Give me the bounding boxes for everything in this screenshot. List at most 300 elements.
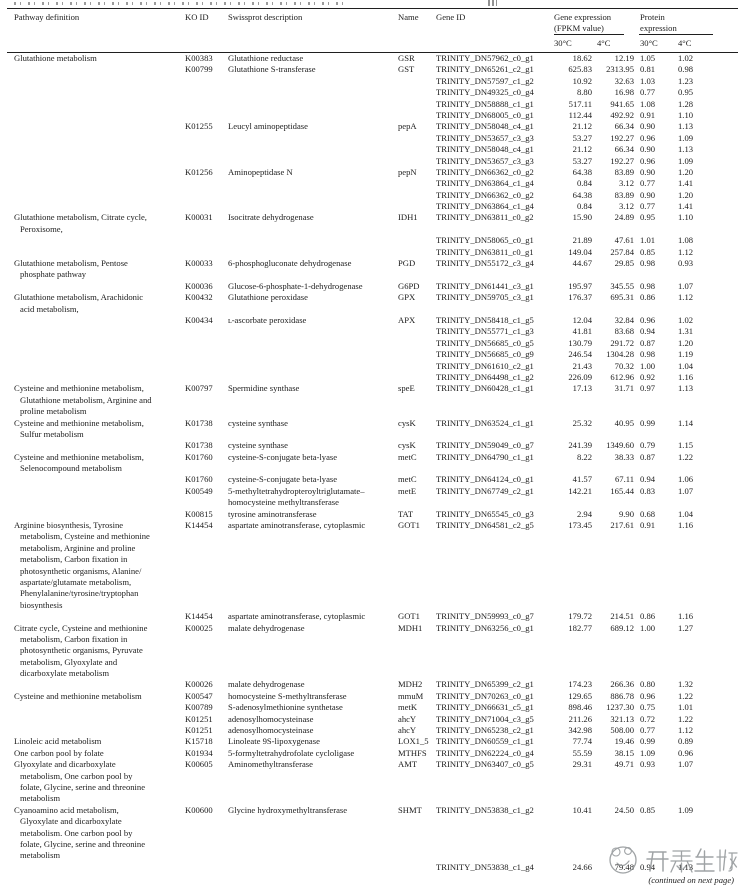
table-row [7, 315, 738, 326]
table-row [7, 361, 738, 372]
cell-gene-id: TRINITY_DN60428_c1_g1 [436, 383, 534, 394]
cell-gene-expr-30c: 53.27 [572, 132, 592, 143]
cell-gene-id: TRINITY_DN59705_c3_g1 [436, 292, 534, 303]
cell-name: metC [398, 451, 417, 462]
cell-ko-id [185, 349, 228, 360]
table-row [7, 429, 738, 440]
cell-gene-id: TRINITY_DN53657_c3_g3 [436, 155, 534, 166]
cell-name: LOX1_5 [398, 736, 429, 747]
cell-protein-expr-30c: 0.87 [640, 451, 656, 462]
cell-protein-expr-30c [634, 577, 673, 588]
cell-protein-expr-30c [634, 406, 673, 417]
cell-protein-expr-4c: 1.12 [678, 725, 694, 736]
cell-gene-expr-30c: 24.66 [572, 861, 592, 872]
cell-protein-expr-4c: 1.08 [678, 235, 694, 246]
cell-ko-id [185, 862, 228, 873]
cell-ko-id [185, 224, 228, 235]
cell-swissprot-description [228, 247, 398, 258]
cell-gene-expr-4c: 321.13 [610, 713, 634, 724]
cell-gene-expr-30c [554, 566, 592, 577]
table-row [7, 247, 738, 258]
cell-protein-expr-30c [634, 793, 673, 804]
cell-protein-expr-30c: 0.96 [640, 690, 656, 701]
cell-protein-expr-30c [634, 668, 673, 679]
cell-protein-expr-30c: 0.86 [640, 611, 656, 622]
cell-gene-expr-4c: 257.84 [610, 246, 634, 257]
cell-protein-expr-30c: 1.09 [640, 747, 656, 758]
cell-ko-id [185, 269, 228, 280]
cell-swissprot-description [228, 531, 398, 542]
cell-gene-expr-30c: 64.38 [572, 166, 592, 177]
cell-gene-expr-4c: 38.15 [614, 747, 634, 758]
gene-expression-label-line1: Gene expression [554, 12, 612, 22]
cell-ko-id: K00026 [185, 679, 213, 690]
cell-gene-expr-30c: 21.12 [572, 144, 592, 155]
cell-ko-id [185, 771, 228, 782]
cell-protein-expr-4c [673, 429, 738, 440]
cell-protein-expr-4c [673, 224, 738, 235]
cell-gene-expr-4c [592, 531, 634, 542]
cell-name: ahcY [398, 713, 417, 724]
cell-protein-expr-30c: 0.98 [640, 349, 656, 360]
cell-ko-id [185, 600, 228, 611]
cell-pathway-definition: proline metabolism [20, 406, 87, 417]
cell-protein-expr-4c [673, 554, 738, 565]
cell-gene-expr-30c: 8.22 [576, 451, 592, 462]
cell-gene-expr-30c: 0.84 [576, 178, 592, 189]
cell-pathway-definition: photosynthetic organisms, Pyruvate [20, 645, 143, 656]
cell-pathway-definition: metabolism. One carbon pool by [20, 827, 133, 838]
cell-gene-id: TRINITY_DN61610_c2_g1 [436, 360, 534, 371]
table-row [7, 383, 738, 394]
cell-protein-expr-30c: 0.77 [640, 725, 656, 736]
cell-pathway-definition [7, 121, 185, 132]
cell-pathway-definition: Cysteine and methionine metabolism, [14, 417, 144, 428]
cell-gene-id: TRINITY_DN55172_c3_g4 [436, 258, 534, 269]
protein-expression-label-line2: expression [640, 23, 677, 33]
cell-gene-expr-4c [592, 429, 634, 440]
cell-gene-expr-30c: 41.57 [572, 474, 592, 485]
cell-protein-expr-4c: 1.22 [678, 451, 694, 462]
column-header-name: Name [398, 12, 419, 22]
table-row [7, 406, 738, 417]
table-row [7, 235, 738, 246]
cell-gene-expr-30c: 21.12 [572, 121, 592, 132]
cell-pathway-definition: Sulfur metabolism [20, 428, 84, 439]
cell-protein-expr-4c: 1.16 [678, 520, 694, 531]
table-row [7, 395, 738, 406]
cell-swissprot-description [228, 657, 398, 668]
cell-swissprot-description [228, 224, 398, 235]
cell-swissprot-description [228, 76, 398, 87]
cell-protein-expr-30c: 0.85 [640, 246, 656, 257]
cell-gene-id: TRINITY_DN65238_c2_g1 [436, 725, 534, 736]
cell-protein-expr-30c: 0.98 [640, 258, 656, 269]
cell-protein-expr-4c: 1.12 [678, 292, 694, 303]
cell-gene-expr-30c: 149.04 [568, 246, 592, 257]
cell-pathway-definition [7, 862, 185, 873]
cell-gene-expr-30c: 195.97 [568, 280, 592, 291]
cell-name [398, 235, 436, 246]
cell-swissprot-description: adenosylhomocysteinase [228, 725, 314, 736]
cell-protein-expr-30c: 0.92 [640, 371, 656, 382]
cell-protein-expr-30c: 1.01 [640, 235, 656, 246]
cell-ko-id [185, 87, 228, 98]
cell-protein-expr-30c: 0.80 [640, 679, 656, 690]
cell-protein-expr-30c: 0.94 [640, 474, 656, 485]
cell-gene-expr-4c: 19.46 [614, 736, 634, 747]
cell-name: metC [398, 474, 417, 485]
cell-swissprot-description: cysteine-S-conjugate beta-lyase [228, 451, 338, 462]
cell-ko-id: K01934 [185, 747, 213, 758]
cell-pathway-definition: metabolism, Carbon fixation in [20, 554, 128, 565]
cell-ko-id: K01256 [185, 166, 213, 177]
cell-gene-id: TRINITY_DN53657_c3_g3 [436, 132, 534, 143]
cell-swissprot-description [228, 361, 398, 372]
cell-gene-id: TRINITY_DN56685_c0_g5 [436, 337, 534, 348]
cell-ko-id [185, 361, 228, 372]
cell-ko-id [185, 828, 228, 839]
cell-gene-id [436, 554, 554, 565]
cell-gene-expr-30c [554, 850, 592, 861]
cell-name: APX [398, 314, 416, 325]
cell-swissprot-description: Aminopeptidase N [228, 166, 293, 177]
table-row [7, 53, 738, 64]
cell-gene-expr-4c: 689.12 [610, 622, 634, 633]
cell-gene-expr-4c: 24.89 [614, 212, 634, 223]
cell-name: metE [398, 485, 417, 496]
cell-ko-id: K01251 [185, 713, 213, 724]
cell-ko-id [185, 235, 228, 246]
cell-protein-expr-4c [673, 566, 738, 577]
cell-protein-expr-4c: 1.12 [678, 246, 694, 257]
cell-gene-expr-30c [554, 588, 592, 599]
cell-ko-id [185, 133, 228, 144]
cell-pathway-definition [7, 349, 185, 360]
clipped-caption-fragments [14, 2, 344, 5]
cell-name [398, 372, 436, 383]
cell-name: cysK [398, 440, 416, 451]
cell-protein-expr-30c: 0.77 [640, 87, 656, 98]
cell-gene-expr-30c [554, 782, 592, 793]
cell-ko-id [185, 543, 228, 554]
cell-gene-id [436, 566, 554, 577]
cell-pathway-definition [7, 64, 185, 75]
cell-name: metK [398, 702, 418, 713]
cell-gene-id: TRINITY_DN59993_c0_g7 [436, 611, 534, 622]
table-row [7, 452, 738, 463]
table-row [7, 566, 738, 577]
cell-protein-expr-30c: 0.91 [640, 109, 656, 120]
cell-pathway-definition: Glyoxylate and dicarboxylate [14, 759, 116, 770]
cell-swissprot-description [228, 828, 398, 839]
cell-name [398, 326, 436, 337]
cell-protein-expr-4c [673, 497, 738, 508]
cell-swissprot-description [228, 326, 398, 337]
cell-ko-id [185, 668, 228, 679]
cell-ko-id: K00815 [185, 508, 213, 519]
cell-protein-expr-4c [673, 269, 738, 280]
cell-gene-id [436, 668, 554, 679]
cell-gene-expr-4c: 266.36 [610, 679, 634, 690]
cell-gene-expr-30c: 12.04 [572, 314, 592, 325]
cell-gene-expr-30c [554, 793, 592, 804]
cell-ko-id [185, 645, 228, 656]
continued-note: (continued on next page) [648, 875, 734, 885]
cell-pathway-definition: Glutathione metabolism, Arginine and [20, 394, 152, 405]
cell-gene-expr-4c [592, 554, 634, 565]
table-row [7, 668, 738, 679]
cell-protein-expr-4c [673, 406, 738, 417]
cell-name [398, 156, 436, 167]
cell-gene-id: TRINITY_DN63864_c1_g4 [436, 178, 534, 189]
cell-swissprot-description [228, 304, 398, 315]
table-row [7, 178, 738, 189]
cell-pathway-definition [7, 326, 185, 337]
cell-protein-expr-4c: 1.32 [678, 679, 694, 690]
cell-gene-expr-4c: 31.71 [614, 383, 634, 394]
cell-pathway-definition: metabolism, Arginine and proline [20, 542, 136, 553]
table-row [7, 611, 738, 622]
cell-gene-id: TRINITY_DN61441_c3_g1 [436, 280, 534, 291]
cell-gene-expr-30c [554, 657, 592, 668]
cell-swissprot-description: Isocitrate dehydrogenase [228, 212, 314, 223]
cell-protein-expr-4c: 1.20 [678, 166, 694, 177]
cell-protein-expr-4c: 1.14 [678, 417, 694, 428]
cell-protein-expr-30c: 0.90 [640, 189, 656, 200]
cell-gene-expr-30c [554, 668, 592, 679]
cell-protein-expr-4c: 1.41 [678, 201, 694, 212]
table-row [7, 554, 738, 565]
cell-gene-id: TRINITY_DN71004_c3_g5 [436, 713, 534, 724]
table-row [7, 759, 738, 770]
cell-protein-expr-4c [673, 600, 738, 611]
cell-gene-id [436, 782, 554, 793]
cell-swissprot-description: Glucose-6-phosphate-1-dehydrogenase [228, 280, 363, 291]
cell-name [398, 247, 436, 258]
cell-gene-expr-4c [592, 782, 634, 793]
cell-protein-expr-30c: 0.97 [640, 383, 656, 394]
table-row [7, 679, 738, 690]
cell-protein-expr-4c [673, 645, 738, 656]
cell-protein-expr-4c: 1.20 [678, 337, 694, 348]
cell-gene-id [436, 269, 554, 280]
cell-gene-expr-4c: 1349.60 [606, 440, 634, 451]
cell-protein-expr-4c: 1.02 [678, 314, 694, 325]
cell-name [398, 349, 436, 360]
cell-gene-expr-30c [554, 304, 592, 315]
cell-gene-expr-30c [554, 600, 592, 611]
cell-protein-expr-30c: 1.08 [640, 98, 656, 109]
table-row [7, 110, 738, 121]
table-row [7, 657, 738, 668]
cell-ko-id [185, 577, 228, 588]
cell-gene-id [436, 429, 554, 440]
cell-gene-expr-30c: 246.54 [568, 349, 592, 360]
cell-swissprot-description [228, 862, 398, 873]
cell-protein-expr-30c: 0.96 [640, 132, 656, 143]
cell-protein-expr-30c [634, 269, 673, 280]
cell-gene-id: TRINITY_DN55771_c1_g3 [436, 326, 534, 337]
cell-pathway-definition [7, 87, 185, 98]
cell-gene-expr-30c: 176.37 [568, 292, 592, 303]
cell-protein-expr-4c [673, 543, 738, 554]
cell-name: GST [398, 64, 415, 75]
cell-gene-expr-4c [592, 566, 634, 577]
cell-name: IDH1 [398, 212, 418, 223]
cell-pathway-definition: Linoleic acid metabolism [14, 736, 102, 747]
cell-gene-id [436, 600, 554, 611]
table-row [7, 144, 738, 155]
cell-pathway-definition [7, 486, 185, 497]
cell-gene-expr-4c: 2313.95 [606, 64, 634, 75]
cell-pathway-definition: metabolism [20, 793, 61, 804]
cell-protein-expr-4c: 1.09 [678, 804, 694, 815]
cell-ko-id [185, 839, 228, 850]
cell-gene-expr-4c [592, 634, 634, 645]
table-row [7, 531, 738, 542]
cell-gene-id: TRINITY_DN63256_c0_g1 [436, 622, 534, 633]
table-row [7, 418, 738, 429]
table-row [7, 190, 738, 201]
cell-ko-id: K00031 [185, 212, 213, 223]
cell-gene-id [436, 771, 554, 782]
cell-pathway-definition [7, 201, 185, 212]
cell-name: GOT1 [398, 520, 420, 531]
cell-pathway-definition [7, 702, 185, 713]
cell-gene-expr-30c [554, 554, 592, 565]
cell-protein-expr-4c: 0.98 [678, 64, 694, 75]
column-group-gene-expression [554, 12, 624, 35]
cell-gene-id: TRINITY_DN63524_c1_g1 [436, 417, 534, 428]
cell-swissprot-description: malate dehydrogenase [228, 622, 305, 633]
cell-gene-expr-30c: 15.90 [572, 212, 592, 223]
cell-protein-expr-4c: 1.13 [678, 861, 694, 872]
cell-gene-expr-30c [554, 839, 592, 850]
cell-gene-id [436, 543, 554, 554]
cell-ko-id: K00432 [185, 292, 213, 303]
cell-swissprot-description: Glutathione reductase [228, 53, 304, 63]
cell-ko-id: K00547 [185, 690, 213, 701]
cell-name [398, 816, 436, 827]
cell-swissprot-description [228, 235, 398, 246]
cell-gene-expr-4c [592, 828, 634, 839]
table-header [7, 9, 738, 53]
cell-pathway-definition: Arginine biosynthesis, Tyrosine [14, 520, 124, 531]
cell-gene-expr-4c [592, 588, 634, 599]
cell-protein-expr-30c [634, 429, 673, 440]
cell-swissprot-description: Leucyl aminopeptidase [228, 121, 308, 132]
cell-gene-expr-30c [554, 463, 592, 474]
cell-gene-id: TRINITY_DN70263_c0_g1 [436, 690, 534, 701]
cell-gene-expr-30c: 179.72 [568, 611, 592, 622]
cell-pathway-definition [7, 611, 185, 622]
cell-swissprot-description [228, 793, 398, 804]
cell-ko-id [185, 554, 228, 565]
cell-protein-expr-30c: 0.68 [640, 508, 656, 519]
cell-gene-expr-4c: 32.63 [614, 75, 634, 86]
cell-gene-expr-4c: 1304.28 [606, 349, 634, 360]
cell-gene-expr-30c: 182.77 [568, 622, 592, 633]
cell-name: AMT [398, 759, 418, 770]
cell-gene-expr-30c [554, 577, 592, 588]
cell-protein-expr-4c: 1.07 [678, 485, 694, 496]
cell-protein-expr-30c [634, 645, 673, 656]
cell-ko-id [185, 657, 228, 668]
cell-name [398, 531, 436, 542]
cell-pathway-definition [7, 156, 185, 167]
cell-pathway-definition [7, 679, 185, 690]
cell-name [398, 645, 436, 656]
cell-protein-expr-30c: 0.79 [640, 440, 656, 451]
cell-gene-expr-4c [592, 771, 634, 782]
cell-gene-expr-4c [592, 224, 634, 235]
table-row [7, 782, 738, 793]
table-row [7, 463, 738, 474]
cell-gene-expr-30c [554, 497, 592, 508]
cell-swissprot-description: cysteine synthase [228, 417, 288, 428]
cell-name [398, 782, 436, 793]
protein-expression-label-line1: Protein [640, 12, 665, 22]
cell-protein-expr-4c: 1.13 [678, 121, 694, 132]
cell-protein-expr-4c: 1.13 [678, 144, 694, 155]
cell-gene-expr-4c: 16.98 [614, 87, 634, 98]
cell-pathway-definition: Glutathione metabolism, Citrate cycle, [14, 212, 147, 223]
table-row [7, 691, 738, 702]
cell-gene-expr-30c: 55.59 [572, 747, 592, 758]
cell-ko-id [185, 110, 228, 121]
cell-protein-expr-30c: 0.93 [640, 759, 656, 770]
cell-protein-expr-30c [634, 816, 673, 827]
cell-gene-expr-30c: 517.11 [568, 98, 592, 109]
cell-gene-expr-4c [592, 406, 634, 417]
cell-name: cysK [398, 417, 416, 428]
cell-swissprot-description [228, 600, 398, 611]
cell-protein-expr-30c: 0.77 [640, 178, 656, 189]
cell-gene-expr-4c: 66.34 [614, 144, 634, 155]
cell-name [398, 361, 436, 372]
cell-gene-expr-4c: 291.72 [610, 337, 634, 348]
cell-gene-expr-30c [554, 531, 592, 542]
cell-swissprot-description [228, 156, 398, 167]
table-row [7, 326, 738, 337]
cell-gene-id: TRINITY_DN63407_c0_g5 [436, 759, 534, 770]
cell-gene-id [436, 634, 554, 645]
cell-pathway-definition [7, 315, 185, 326]
cell-ko-id [185, 156, 228, 167]
cell-gene-expr-4c [592, 657, 634, 668]
cell-protein-expr-4c [673, 828, 738, 839]
cell-protein-expr-4c: 1.41 [678, 178, 694, 189]
cell-name [398, 543, 436, 554]
cell-name [398, 634, 436, 645]
cell-gene-id [436, 406, 554, 417]
cell-protein-expr-30c: 0.90 [640, 166, 656, 177]
cell-ko-id [185, 76, 228, 87]
cell-name [398, 850, 436, 861]
cell-protein-expr-30c [634, 531, 673, 542]
cell-protein-expr-30c [634, 771, 673, 782]
table-row [7, 588, 738, 599]
cell-swissprot-description: Glutathione peroxidase [228, 292, 308, 303]
cell-pathway-definition: Peroxisome, [20, 223, 63, 234]
cell-pathway-definition [7, 235, 185, 246]
cell-gene-expr-4c [592, 269, 634, 280]
cell-name: GSR [398, 53, 415, 63]
cell-gene-expr-30c [554, 429, 592, 440]
cell-swissprot-description: adenosylhomocysteinase [228, 713, 314, 724]
cell-name: pepA [398, 121, 417, 132]
